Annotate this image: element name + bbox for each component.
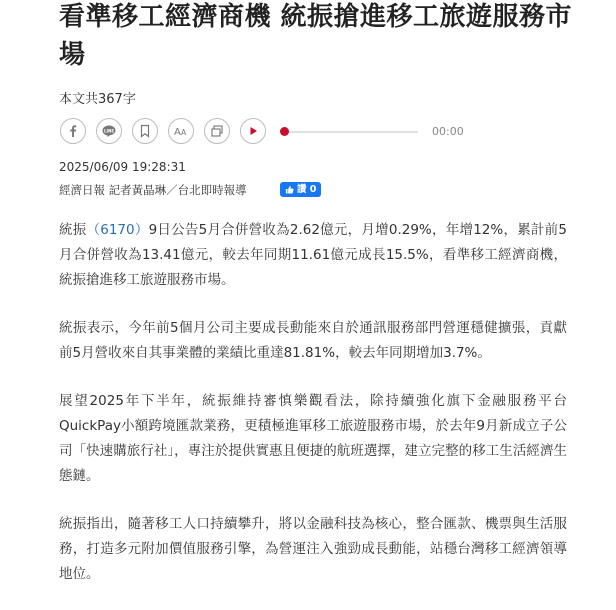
copy-button[interactable] <box>204 118 230 144</box>
bookmark-button[interactable] <box>132 118 158 144</box>
audio-progress-track[interactable] <box>288 131 418 133</box>
publish-datetime: 2025/06/09 19:28:31 <box>59 160 186 174</box>
play-audio-button[interactable] <box>240 118 266 144</box>
like-label: 讚 0 <box>297 184 317 195</box>
paragraph-4: 統振指出，隨著移工人口持續攀升，將以金融科技為核心，整合匯款、機票與生活服務，打造多元附加價值服務引擎，為營運注入強勁成長動能，站穩台灣移工經濟領導地位。 <box>59 516 567 582</box>
line-share-button[interactable] <box>96 118 122 144</box>
svg-text:A: A <box>181 128 187 137</box>
font-size-button[interactable] <box>168 118 194 144</box>
font-size-icon <box>173 124 189 138</box>
facebook-share-button[interactable] <box>60 118 86 144</box>
paragraph-1-lead: 統振 <box>59 222 87 238</box>
paragraph-3: 展望2025年下半年，統振維持審慎樂觀看法，除持續強化旗下金融服務平台QuickPay小額跨境匯款業務，更積極進軍移工旅遊服務市場，於去年9月新成立子公司「快速購旅行社」，專注於提供實惠且便捷的航班選擇，建立完整的移工生活經濟生態鏈。 <box>59 393 567 484</box>
facebook-like-button[interactable] <box>280 182 321 197</box>
paragraph-1-rest: 9日公告5月合併營收為2.62億元，月增0.29%，年增12%，累計前5月合併營收為13.41億元，較去年同期11.61億元成長15.5%，看準移工經濟商機，統振搶進移工旅遊服務市場。 <box>59 222 568 288</box>
facebook-icon <box>66 124 80 138</box>
paragraph-1 <box>59 218 567 293</box>
article-toolbar <box>60 118 480 146</box>
article-body <box>59 218 567 610</box>
thumbs-up-icon <box>285 185 294 194</box>
svg-text:LINE: LINE <box>103 128 115 134</box>
stock-code-link[interactable]: （6170） <box>86 222 149 238</box>
svg-text:A: A <box>174 127 181 138</box>
audio-time: 00:00 <box>432 125 464 138</box>
bookmark-icon <box>139 124 151 138</box>
paragraph-2: 統振表示，今年前5個月公司主要成長動能來自於通訊服務部門營運穩健擴張，貢獻前5月營收來自其事業體的業績比重達81.81%，較去年同期增加3.7%。 <box>59 320 567 361</box>
word-count: 本文共367字 <box>59 92 136 107</box>
byline: 經濟日報 記者黃晶琳／台北即時報導 <box>59 183 247 197</box>
article-title: 看準移工經濟商機 統振搶進移工旅遊服務市場 <box>59 2 573 70</box>
line-icon <box>101 124 117 138</box>
audio-progress-knob[interactable] <box>280 127 289 136</box>
copy-icon <box>210 124 224 138</box>
play-icon <box>247 125 259 137</box>
